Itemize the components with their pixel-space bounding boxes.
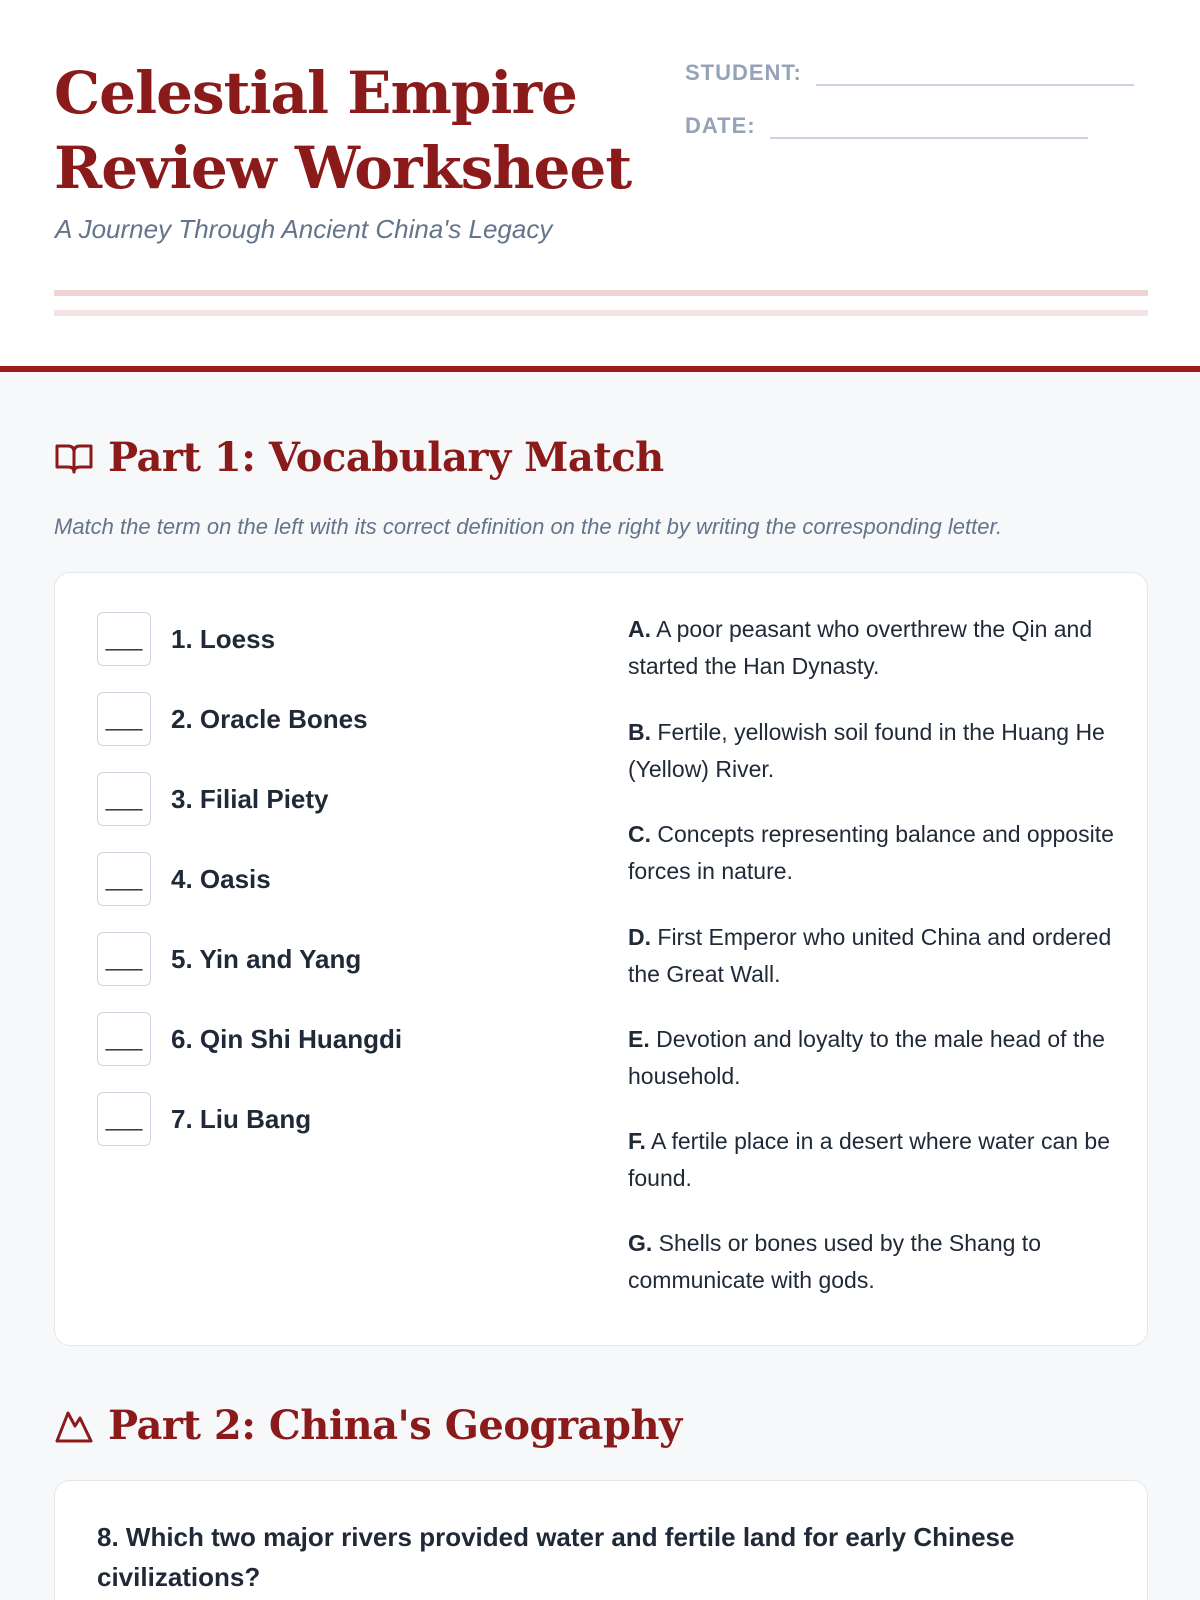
term-row — [97, 1012, 402, 1066]
answer-box[interactable]: ___ — [97, 1092, 151, 1146]
answer-box[interactable]: ___ — [97, 932, 151, 986]
term-label: 2. Oracle Bones — [171, 703, 368, 734]
definition-text: A poor peasant who overthrew the Qin and started the Han Dynasty. — [628, 616, 1093, 679]
vocabulary-card — [54, 572, 1148, 1346]
definition-text: Shells or bones used by the Shang to communicate with gods. — [628, 1230, 1041, 1293]
definition-letter: A. — [628, 616, 651, 642]
definition-text: Concepts representing balance and opposite forces in nature. — [628, 821, 1114, 884]
definition-letter: F. — [628, 1128, 646, 1154]
definition-text: A fertile place in a desert where water can be found. — [628, 1128, 1110, 1191]
term-label: 4. Oasis — [171, 863, 271, 894]
question-8: 8. Which two major rivers provided water and fertile land for early Chinese civilizations? — [97, 1522, 1015, 1592]
worksheet-header — [0, 0, 1200, 372]
geography-card — [54, 1480, 1148, 1600]
definition-item — [628, 816, 1118, 890]
header-divider-2 — [54, 310, 1148, 316]
definition-item — [628, 1021, 1118, 1095]
date-line[interactable] — [770, 117, 1088, 139]
part1-title: Part 1: Vocabulary Match — [108, 434, 664, 481]
term-label: 3. Filial Piety — [171, 783, 329, 814]
definition-letter: C. — [628, 821, 651, 847]
student-name-line[interactable] — [816, 64, 1134, 86]
page-title — [54, 56, 654, 206]
mountain-icon — [54, 1406, 94, 1446]
term-row — [97, 772, 329, 826]
definition-letter: G. — [628, 1230, 653, 1256]
definition-item — [628, 611, 1118, 685]
term-row — [97, 612, 275, 666]
part2-heading — [54, 1402, 682, 1449]
answer-box[interactable]: ___ — [97, 772, 151, 826]
term-label: 5. Yin and Yang — [171, 943, 362, 974]
part2-title: Part 2: China's Geography — [108, 1402, 682, 1449]
term-row — [97, 1092, 311, 1146]
definition-letter: E. — [628, 1026, 650, 1052]
answer-box[interactable]: ___ — [97, 852, 151, 906]
page-subtitle: A Journey Through Ancient China's Legacy — [55, 214, 553, 244]
definition-letter: B. — [628, 719, 651, 745]
date-field — [685, 113, 1088, 139]
definition-item — [628, 714, 1118, 788]
date-label: DATE: — [685, 113, 756, 138]
title-line-1: Celestial Empire — [54, 59, 577, 127]
answer-box[interactable]: ___ — [97, 1012, 151, 1066]
header-divider-1 — [54, 290, 1148, 296]
definition-item — [628, 1123, 1118, 1197]
definition-text: Fertile, yellowish soil found in the Huang He (Yellow) River. — [628, 719, 1105, 782]
term-row — [97, 932, 361, 986]
definition-text: First Emperor who united China and ordered the Great Wall. — [628, 924, 1112, 987]
part1-heading — [54, 434, 664, 481]
book-icon — [54, 438, 94, 478]
answer-box[interactable]: ___ — [97, 612, 151, 666]
term-label: 6. Qin Shi Huangdi — [171, 1023, 403, 1054]
term-label: 1. Loess — [171, 623, 276, 654]
student-label: STUDENT: — [685, 60, 802, 85]
definition-item — [628, 919, 1118, 993]
student-field — [685, 60, 1134, 86]
definition-item — [628, 1225, 1118, 1299]
definition-letter: D. — [628, 924, 651, 950]
part1-instructions: Match the term on the left with its correct definition on the right by writing the corresponding letter. — [54, 514, 1003, 539]
term-row — [97, 852, 271, 906]
definition-text: Devotion and loyalty to the male head of the household. — [628, 1026, 1105, 1089]
answer-box[interactable]: ___ — [97, 692, 151, 746]
term-label: 7. Liu Bang — [171, 1103, 312, 1134]
title-line-2: Review Worksheet — [54, 134, 632, 202]
term-row — [97, 692, 368, 746]
